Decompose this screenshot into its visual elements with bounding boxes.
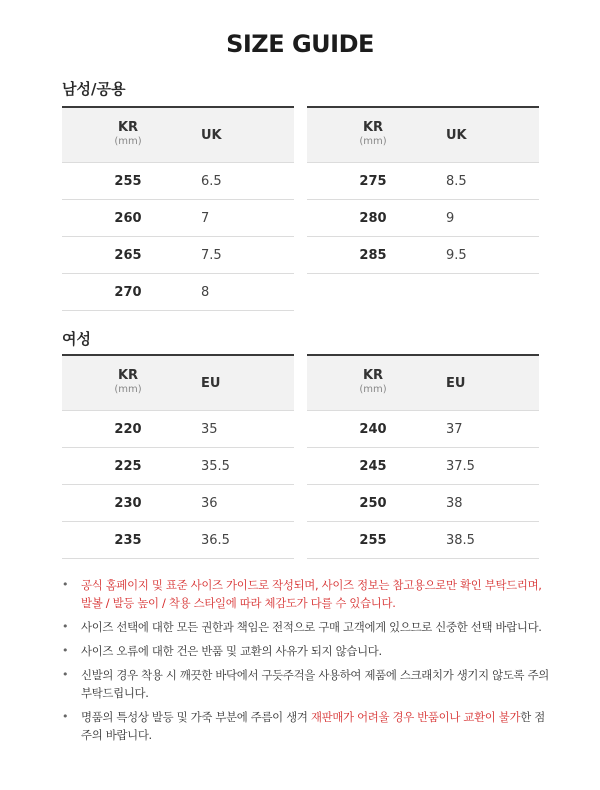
header-kr-label: KR: [362, 368, 384, 383]
table-row: [307, 237, 539, 274]
uk-size: 9: [446, 210, 455, 226]
header-kr: [62, 121, 194, 149]
header-uk: UK: [201, 127, 222, 143]
table-header: [62, 356, 294, 411]
note-text: 사이즈 선택에 대한 모든 권한과 책임은 전적으로 구매 고객에게 있으므로 신중한 선택 바랍니다.: [81, 620, 542, 634]
table-row: [307, 200, 539, 237]
header-eu: EU: [446, 375, 466, 391]
note-text: [81, 708, 552, 744]
header-kr: [307, 121, 439, 149]
eu-size: 37.5: [446, 458, 475, 474]
kr-size: 270: [114, 284, 142, 300]
note-text-part: 한 점 주의 바랍니다.: [81, 710, 545, 742]
eu-size: 35.5: [201, 458, 230, 474]
kr-size: 260: [114, 210, 142, 226]
header-kr-unit: (mm): [114, 136, 142, 147]
table-row: [62, 448, 294, 485]
note-highlight: 재판매가 어려울 경우 반품이나 교환이 불가: [310, 710, 521, 724]
table-row: [307, 522, 539, 559]
table-row: [307, 485, 539, 522]
size-table-women-right: [307, 354, 539, 559]
uk-size: 6.5: [201, 173, 222, 189]
bullet-icon: •: [62, 578, 69, 591]
eu-size: 36: [201, 495, 218, 511]
kr-size: 285: [359, 247, 387, 263]
size-table-women-left: [62, 354, 294, 559]
header-kr-label: KR: [117, 120, 139, 135]
notes-list: [62, 576, 552, 744]
eu-size: 35: [201, 421, 218, 437]
uk-size: 7: [201, 210, 210, 226]
eu-size: 36.5: [201, 532, 230, 548]
kr-size: 255: [359, 532, 387, 548]
kr-size: 220: [114, 421, 142, 437]
header-eu: EU: [201, 375, 221, 391]
table-header: [307, 356, 539, 411]
uk-size: 7.5: [201, 247, 222, 263]
bullet-icon: •: [62, 644, 69, 657]
table-row: [62, 411, 294, 448]
table-row: [307, 448, 539, 485]
header-kr-label: KR: [362, 120, 384, 135]
note-text: 신발의 경우 착용 시 깨끗한 바닥에서 구듯주걱을 사용하여 제품에 스크래치가 생기지 않도록 주의 부탁드립니다.: [81, 668, 549, 700]
size-table-men-left: [62, 106, 294, 311]
uk-size: 8.5: [446, 173, 467, 189]
kr-size: 225: [114, 458, 142, 474]
table-row: [62, 274, 294, 311]
header-kr-unit: (mm): [359, 136, 387, 147]
note-item: [62, 642, 552, 660]
table-header: [307, 108, 539, 163]
table-row: [62, 200, 294, 237]
header-kr: [62, 369, 194, 397]
note-text: 공식 홈페이지 및 표준 사이즈 가이드로 작성되며, 사이즈 정보는 참고용으로만 확인 부탁드리며, 발볼 / 발등 높이 / 착용 스타일에 따라 체감도가 다를 수 있습니다.: [81, 578, 542, 610]
table-header: [62, 108, 294, 163]
section-label-women: 여성: [62, 330, 91, 348]
uk-size: 8: [201, 284, 210, 300]
kr-size: 255: [114, 173, 142, 189]
bullet-icon: •: [62, 620, 69, 633]
kr-size: 230: [114, 495, 142, 511]
table-row: [307, 163, 539, 200]
note-text: 사이즈 오류에 대한 건은 반품 및 교환의 사유가 되지 않습니다.: [81, 644, 382, 658]
note-item: [62, 666, 552, 702]
bullet-icon: •: [62, 710, 69, 723]
kr-size: 265: [114, 247, 142, 263]
kr-size: 240: [359, 421, 387, 437]
table-row: [307, 411, 539, 448]
header-kr: [307, 369, 439, 397]
header-kr-label: KR: [117, 368, 139, 383]
kr-size: 245: [359, 458, 387, 474]
header-kr-unit: (mm): [359, 384, 387, 395]
table-row: [62, 163, 294, 200]
kr-size: 250: [359, 495, 387, 511]
eu-size: 38: [446, 495, 463, 511]
page-title: SIZE GUIDE: [226, 30, 374, 58]
uk-size: 9.5: [446, 247, 467, 263]
note-item: [62, 618, 552, 636]
section-label-men: 남성/공용: [62, 80, 126, 98]
note-item: [62, 708, 552, 744]
kr-size: 235: [114, 532, 142, 548]
note-text-part: 명품의 특성상 발등 및 가죽 부분에 주름이 생겨: [81, 710, 311, 724]
kr-size: 275: [359, 173, 387, 189]
note-item: [62, 576, 552, 612]
size-table-men-right: [307, 106, 539, 274]
table-row: [62, 522, 294, 559]
table-row: [62, 485, 294, 522]
header-uk: UK: [446, 127, 467, 143]
eu-size: 38.5: [446, 532, 475, 548]
eu-size: 37: [446, 421, 463, 437]
kr-size: 280: [359, 210, 387, 226]
table-row: [62, 237, 294, 274]
header-kr-unit: (mm): [114, 384, 142, 395]
bullet-icon: •: [62, 668, 69, 681]
